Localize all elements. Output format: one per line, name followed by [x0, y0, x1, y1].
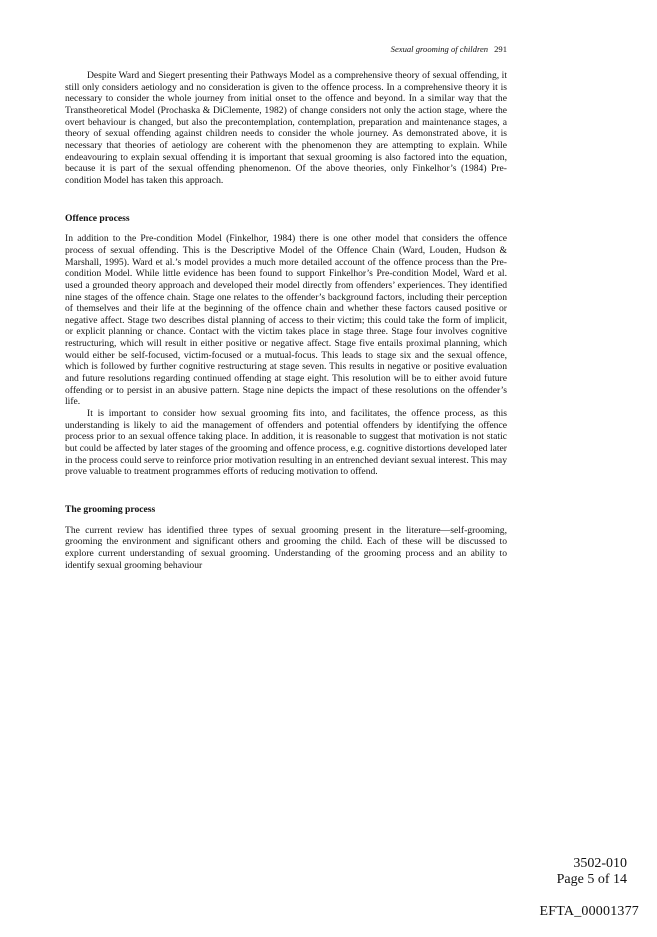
- running-title: Sexual grooming of children: [390, 44, 489, 54]
- paragraph-grooming-types: The current review has identified three types of sexual grooming present in the literature—self-grooming, grooming the environment and significant others and grooming the child. Each of these will be discussed to explore current understanding of sexual grooming. Understanding of the grooming process and an ability to identify sexual grooming behaviour: [65, 524, 507, 571]
- paragraph-offence-chain: In addition to the Pre-condition Model (Finkelhor, 1984) there is one other model that considers the offence process of sexual offending. This is the Descriptive Model of the Offence Chain (Ward, Louden, Hudson & Marshall, 1995). Ward et al.’s model provides a much more detailed account of the offence process than the Pre-condition Model. While little evidence has been found to support Finkelhor’s Pre-condition Model, Ward et al. used a grounded theory approach and developed their model directly from offenders’ experiences. They identified nine stages of the offence chain. Stage one relates to the offender’s background factors, including their perception of themselves and their life at the beginning of the offence chain and whether these factors caused positive or negative affect. Stage two describes distal planning of access to their victim; this could take the form of implicit, or explicit planning or chance. Contact with the victim takes place in stage three. Stage four involves cognitive restructuring, which will result in either positive or negative affect. Stage five entails proximal planning, which would either be self-focused, victim-focused or a mutual-focus. This leads to stage six and the sexual offence, which is followed by further cognitive restructuring at stage seven. This results in negative or positive evaluation and future resolutions regarding continued offending at stage eight. This resolution will be to either avoid future offending or to persist in an abusive pattern. Stage nine depicts the impact of these resolutions on the offender’s life.: [65, 233, 507, 408]
- doc-code: 3502-010: [573, 856, 627, 871]
- page-of: Page 5 of 14: [556, 872, 627, 887]
- paragraph-grooming-fit: It is important to consider how sexual grooming fits into, and facilitates, the offence process, as this understanding is likely to aid the management of offenders and potential offenders by identifying the offence process prior to an sexual offence taking place. In addition, it is reasonable to suggest that motivation is not static but could be affected by later stages of the grooming and offence process, e.g. cognitive distortions developed later in the process could serve to reinforce prior motivation resulting in an entrenched deviant sexual interest. This may prove valuable to treatment programmes efforts of reducing motivation to offend.: [65, 408, 507, 478]
- page-number: 291: [494, 44, 507, 54]
- heading-offence-process: Offence process: [65, 212, 130, 224]
- bates-number: EFTA_00001377: [539, 904, 639, 919]
- paragraph-pathways: Despite Ward and Siegert presenting their Pathways Model as a comprehensive theory of sexual offending, it still only considers aetiology and no consideration is given to the offence process. In a comprehensive theory it is necessary to consider the whole journey from initial onset to the offence and beyond. In a similar way that the Transtheoretical Model (Prochaska & DiClemente, 1982) of change considers not only the action stage, where the overt behaviour is changed, but also the precontemplation, contemplation, preparation and maintenance stages, a theory of sexual offending against children needs to consider the whole journey. As demonstrated above, it is necessary that theories of aetiology are coherent with the phenomenon they are attempting to explain. While endeavouring to explain sexual offending it is important that sexual grooming is also factored into the equation, because it is part of the sexual offending phenomenon. Of the above theories, only Finkelhor’s (1984) Pre-condition Model has taken this approach.: [65, 70, 507, 186]
- running-head: [391, 44, 507, 54]
- page-footer: [557, 856, 627, 888]
- heading-grooming-process: The grooming process: [65, 504, 156, 515]
- article-body: [65, 70, 507, 571]
